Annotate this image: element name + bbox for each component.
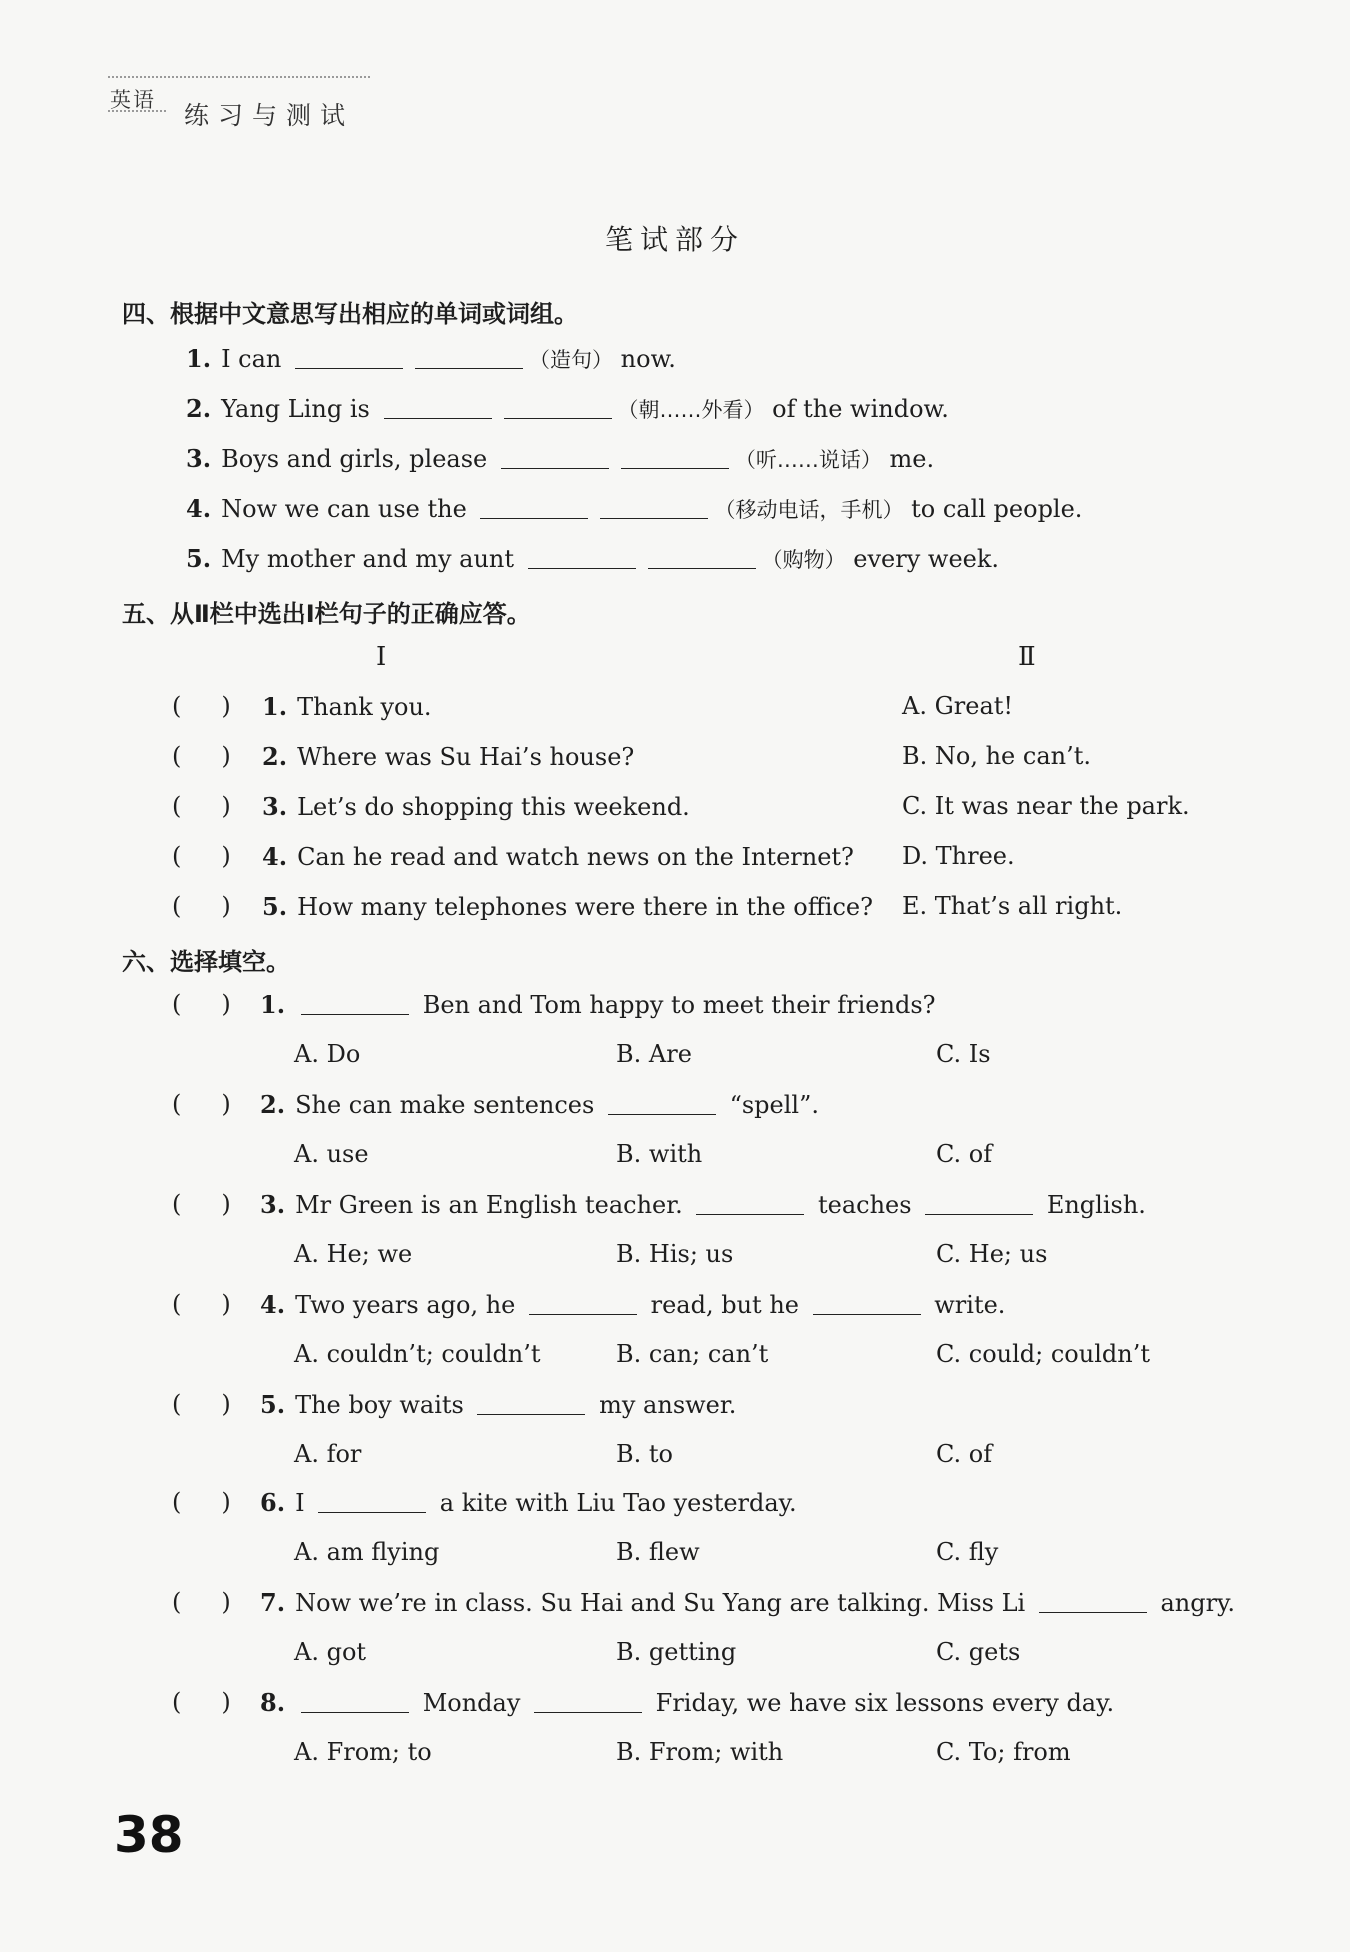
s4-item-text: every week. (853, 545, 1000, 573)
answer-blank[interactable] (477, 1394, 585, 1415)
s6-option-b: B. to (616, 1440, 673, 1468)
s6-question-text: She can make sentences (295, 1091, 602, 1119)
s6-question-text: Two years ago, he (295, 1291, 523, 1319)
s6-item-number: 1. (260, 990, 286, 1019)
s5-question-text: Where was Su Hai’s house? (297, 743, 635, 771)
s6-item-number: 2. (260, 1090, 286, 1119)
section4-heading: 四、根据中文意思写出相应的单词或词组。 (122, 300, 578, 328)
s4-item-number: 2. (186, 394, 212, 423)
answer-blank[interactable] (528, 548, 636, 569)
s6-option-a: A. use (294, 1140, 369, 1168)
s6-option-b: B. getting (616, 1638, 737, 1666)
s4-item-text: I can (221, 345, 282, 373)
s6-option-b: B. Are (616, 1040, 692, 1068)
answer-paren[interactable]: ( ) (172, 1390, 231, 1418)
answer-paren[interactable]: ( ) (172, 842, 231, 870)
s4-item-text: of the window. (772, 395, 949, 423)
s4-item-text: now. (620, 345, 676, 373)
answer-blank[interactable] (534, 1692, 642, 1713)
s6-question-3 (260, 1190, 1146, 1219)
answer-blank[interactable] (480, 498, 588, 519)
s4-item-hint: （造句） (529, 348, 614, 372)
answer-blank[interactable] (501, 448, 609, 469)
s6-option-c: C. To; from (936, 1738, 1071, 1766)
s5-item-number: 3. (262, 792, 288, 821)
s5-answer-c: C. It was near the park. (902, 792, 1190, 820)
s4-item-number: 5. (186, 544, 212, 573)
answer-blank[interactable] (504, 398, 612, 419)
s4-item-text: My mother and my aunt (221, 545, 515, 573)
s5-item-number: 1. (262, 692, 288, 721)
answer-paren[interactable]: ( ) (172, 1090, 231, 1118)
answer-blank[interactable] (1039, 1592, 1147, 1613)
answer-paren[interactable]: ( ) (172, 792, 231, 820)
s6-question-text: my answer. (591, 1391, 737, 1419)
s4-item-text: Now we can use the (221, 495, 467, 523)
answer-paren[interactable]: ( ) (172, 1290, 231, 1318)
s4-item-text: me. (889, 445, 935, 473)
s6-option-a: A. am flying (294, 1538, 440, 1566)
s6-question-text: “spell”. (721, 1091, 819, 1119)
s6-question-text: a kite with Liu Tao yesterday. (432, 1489, 797, 1517)
s6-question-2 (260, 1090, 819, 1119)
s4-item-text: to call people. (911, 495, 1083, 523)
book-title: 练习与测试 (184, 101, 355, 130)
s6-question-text: Friday, we have six lessons every day. (648, 1689, 1115, 1717)
answer-blank[interactable] (301, 1692, 409, 1713)
answer-paren[interactable]: ( ) (172, 892, 231, 920)
s5-question-5 (262, 892, 873, 921)
answer-blank[interactable] (384, 398, 492, 419)
answer-blank[interactable] (608, 1094, 716, 1115)
answer-paren[interactable]: ( ) (172, 692, 231, 720)
s6-item-number: 7. (260, 1588, 286, 1617)
s4-item-number: 4. (186, 494, 212, 523)
s6-item-number: 3. (260, 1190, 286, 1219)
s6-question-text: teaches (810, 1191, 920, 1219)
s6-question-text: Now we’re in class. Su Hai and Su Yang are talking. Miss Li (295, 1589, 1033, 1617)
s6-question-text: read, but he (643, 1291, 807, 1319)
s6-question-8 (260, 1688, 1114, 1717)
s6-option-a: A. couldn’t; couldn’t (294, 1340, 541, 1368)
page-title: 笔试部分 (604, 223, 745, 256)
s6-option-b: B. His; us (616, 1240, 734, 1268)
s6-option-a: A. He; we (294, 1240, 413, 1268)
s5-answer-a: A. Great! (902, 692, 1014, 720)
s6-option-c: C. of (936, 1440, 993, 1468)
s6-item-number: 8. (260, 1688, 286, 1717)
subject-label: 英语 (110, 88, 156, 112)
s5-answer-d: D. Three. (902, 842, 1015, 870)
s6-option-a: A. From; to (294, 1738, 432, 1766)
s4-item-number: 3. (186, 444, 212, 473)
s5-question-text: Can he read and watch news on the Internet? (297, 843, 854, 871)
s5-answer-b: B. No, he can’t. (902, 742, 1091, 770)
s6-item-number: 4. (260, 1290, 286, 1319)
s4-item-hint: （听……说话） (734, 448, 882, 472)
answer-blank[interactable] (295, 348, 403, 369)
s6-option-b: B. flew (616, 1538, 700, 1566)
answer-blank[interactable] (301, 994, 409, 1015)
s6-question-text: write. (926, 1291, 1006, 1319)
subject-underline (108, 110, 166, 112)
s4-item-4 (186, 494, 1082, 524)
answer-blank[interactable] (415, 348, 523, 369)
section5-heading: 五、从Ⅱ栏中选出Ⅰ栏句子的正确应答。 (122, 600, 531, 628)
header-dotted-rule (108, 76, 370, 78)
s6-question-6 (260, 1488, 797, 1517)
s5-answer-e: E. That’s all right. (902, 892, 1123, 920)
answer-blank[interactable] (696, 1194, 804, 1215)
s6-option-c: C. He; us (936, 1240, 1048, 1268)
s4-item-1 (186, 344, 676, 374)
s6-question-7 (260, 1588, 1235, 1617)
answer-paren[interactable]: ( ) (172, 742, 231, 770)
s6-question-5 (260, 1390, 736, 1419)
s6-question-1 (260, 990, 936, 1019)
s6-question-4 (260, 1290, 1005, 1319)
s4-item-hint: （购物） (761, 548, 846, 572)
answer-paren[interactable]: ( ) (172, 1688, 231, 1716)
s6-question-text: Mr Green is an English teacher. (295, 1191, 691, 1219)
answer-paren[interactable]: ( ) (172, 1488, 231, 1516)
s6-question-text: I (295, 1489, 313, 1517)
s6-option-c: C. Is (936, 1040, 991, 1068)
s6-option-a: A. for (294, 1440, 362, 1468)
s5-item-number: 5. (262, 892, 288, 921)
s4-item-hint: （朝……外看） (617, 398, 765, 422)
s6-option-c: C. gets (936, 1638, 1021, 1666)
answer-blank[interactable] (648, 548, 756, 569)
answer-blank[interactable] (621, 448, 729, 469)
answer-blank[interactable] (813, 1294, 921, 1315)
s6-option-b: B. From; with (616, 1738, 784, 1766)
s6-question-text: The boy waits (295, 1391, 472, 1419)
s5-question-2 (262, 742, 634, 771)
s6-question-text: angry. (1152, 1589, 1236, 1617)
page-number: 38 (114, 1806, 184, 1864)
s5-question-1 (262, 692, 432, 721)
answer-paren[interactable]: ( ) (172, 990, 231, 1018)
section6-heading: 六、选择填空。 (122, 948, 290, 976)
s6-question-text: English. (1039, 1191, 1146, 1219)
s5-question-text: Let’s do shopping this weekend. (297, 793, 690, 821)
s5-question-4 (262, 842, 854, 871)
s5-item-number: 4. (262, 842, 288, 871)
s6-option-a: A. Do (294, 1040, 361, 1068)
s6-question-text: Monday (415, 1689, 529, 1717)
s5-question-text: How many telephones were there in the office? (297, 893, 873, 921)
answer-paren[interactable]: ( ) (172, 1588, 231, 1616)
s6-option-a: A. got (294, 1638, 367, 1666)
s4-item-3 (186, 444, 934, 474)
s5-item-number: 2. (262, 742, 288, 771)
s4-item-text: Boys and girls, please (221, 445, 488, 473)
s6-option-b: B. with (616, 1140, 703, 1168)
s6-option-c: C. of (936, 1140, 993, 1168)
answer-blank[interactable] (318, 1492, 426, 1513)
column-i-header: Ⅰ (376, 642, 387, 672)
column-ii-header: Ⅱ (1018, 642, 1036, 672)
s6-item-number: 5. (260, 1390, 286, 1419)
s6-option-c: C. fly (936, 1538, 999, 1566)
s4-item-2 (186, 394, 949, 424)
s6-question-text: Ben and Tom happy to meet their friends? (415, 991, 936, 1019)
answer-blank[interactable] (600, 498, 708, 519)
s5-question-text: Thank you. (297, 693, 432, 721)
s6-item-number: 6. (260, 1488, 286, 1517)
s4-item-number: 1. (186, 344, 212, 373)
answer-blank[interactable] (925, 1194, 1033, 1215)
s4-item-text: Yang Ling is (221, 395, 370, 423)
running-header (108, 76, 370, 130)
answer-blank[interactable] (529, 1294, 637, 1315)
s4-item-5 (186, 544, 999, 574)
s6-option-b: B. can; can’t (616, 1340, 769, 1368)
answer-paren[interactable]: ( ) (172, 1190, 231, 1218)
s6-option-c: C. could; couldn’t (936, 1340, 1150, 1368)
s4-item-hint: （移动电话，手机） (714, 498, 904, 522)
s5-question-3 (262, 792, 690, 821)
